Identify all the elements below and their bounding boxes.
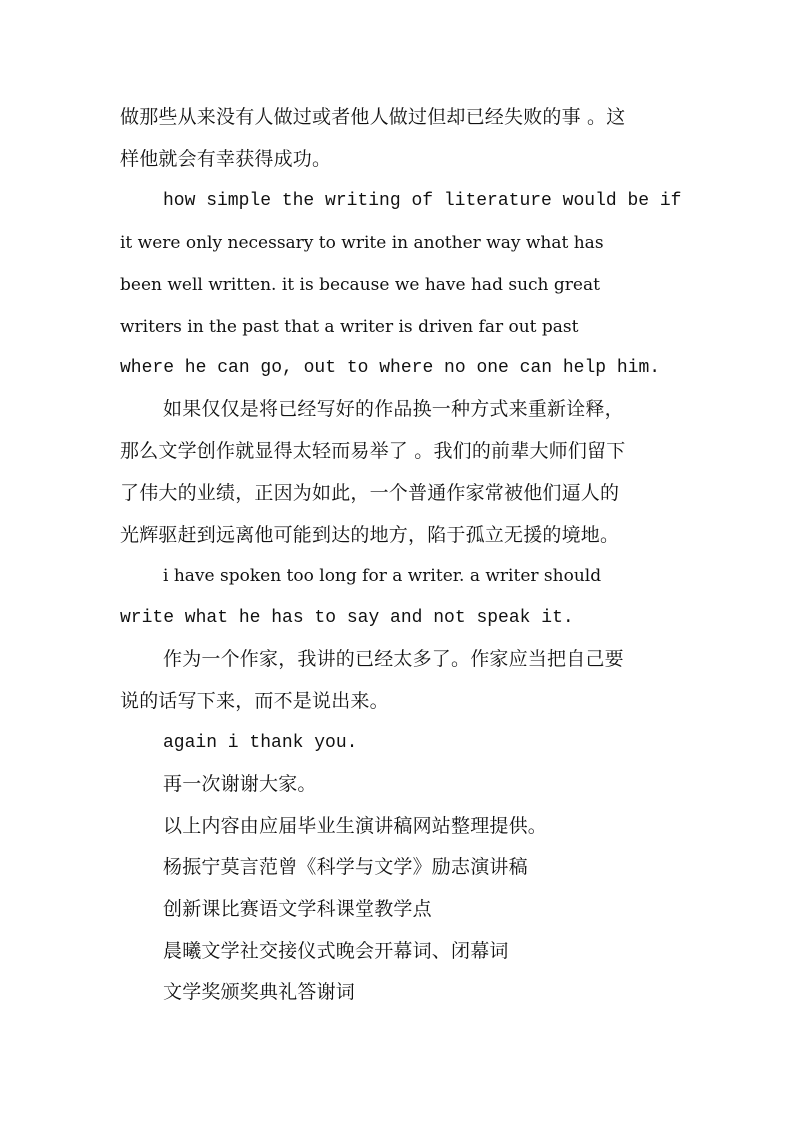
paragraph-line: write what he has to say and not speak it. xyxy=(120,608,574,628)
paragraph-line: 那么文学创作就显得太轻而易举了 。我们的前辈大师们留下 xyxy=(120,440,626,462)
paragraph-line: 做那些从来没有人做过或者他人做过但却已经失败的事 。这 xyxy=(120,106,626,128)
related-article-link[interactable]: 杨振宁莫言范曾《科学与文学》励志演讲稿 xyxy=(163,856,528,878)
related-article-link[interactable]: 创新课比赛语文学科课堂教学点 xyxy=(163,898,432,920)
related-article-link[interactable]: 文学奖颁奖典礼答谢词 xyxy=(163,981,356,1003)
paragraph-line: been well written. it is because we have had such great xyxy=(120,275,600,295)
paragraph-line: 说的话写下来，而不是说出来。 xyxy=(120,690,389,712)
paragraph-line: 了伟大的业绩，正因为如此，一个普通作家常被他们逼人的 xyxy=(120,482,620,504)
source-note: 以上内容由应届毕业生演讲稿网站整理提供。 xyxy=(163,815,548,837)
paragraph-line: how simple the writing of literature would be if xyxy=(163,191,682,211)
related-article-link[interactable]: 晨曦文学社交接仪式晚会开幕词、闭幕词 xyxy=(163,940,509,962)
paragraph-line: 如果仅仅是将已经写好的作品换一种方式来重新诠释， xyxy=(163,398,624,420)
closing-line: again i thank you. xyxy=(163,733,358,753)
paragraph-line: writers in the past that a writer is driven far out past xyxy=(120,317,579,337)
paragraph-line: it were only necessary to write in another way what has xyxy=(120,233,604,253)
paragraph-line: i have spoken too long for a writer. a writer should xyxy=(163,566,602,586)
paragraph-line: 作为一个作家，我讲的已经太多了。作家应当把自己要 xyxy=(163,648,624,670)
paragraph-line: 光辉驱赶到远离他可能到达的地方，陷于孤立无援的境地。 xyxy=(120,524,620,546)
paragraph-line: 样他就会有幸获得成功。 xyxy=(120,148,332,170)
paragraph-line: where he can go, out to where no one can help him. xyxy=(120,358,661,378)
closing-line: 再一次谢谢大家。 xyxy=(163,773,317,795)
